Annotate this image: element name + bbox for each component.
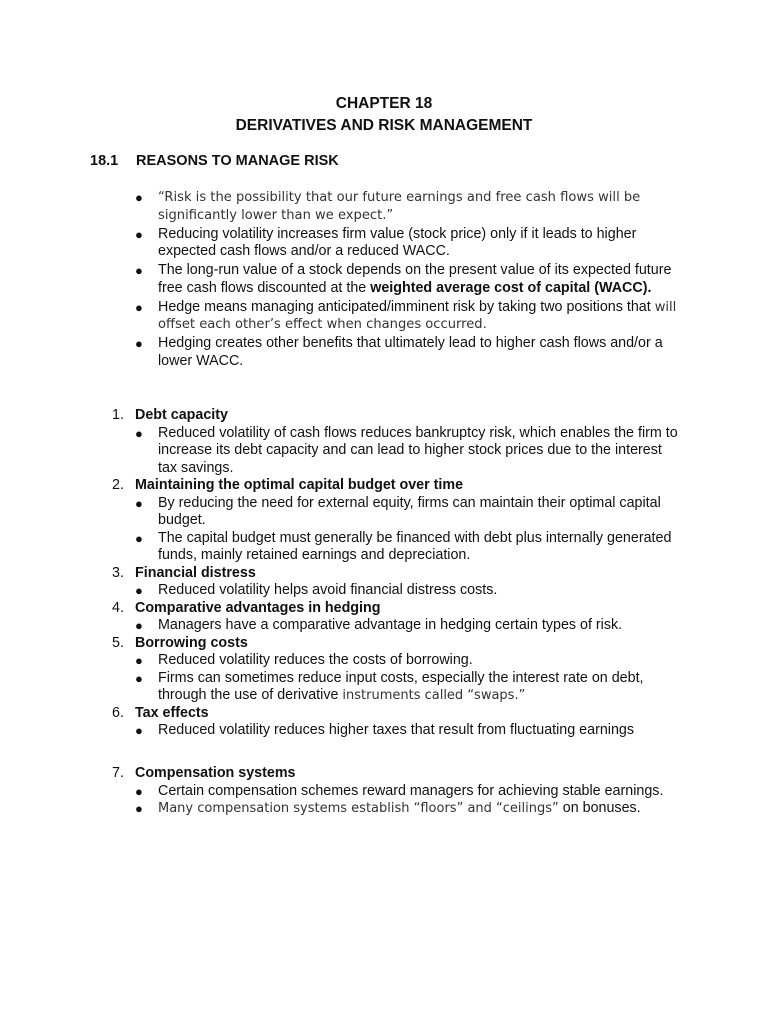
reason-item	[108, 705, 678, 740]
bullet-text-light: instruments called “swaps.”	[342, 688, 526, 703]
bullet-icon: ●	[135, 226, 143, 242]
chapter-title: DERIVATIVES AND RISK MANAGEMENT	[235, 117, 533, 134]
bullet-text: on bonuses.	[558, 800, 641, 816]
list-item	[135, 495, 678, 530]
reason-item	[108, 635, 678, 705]
list-item	[135, 617, 678, 635]
bullet-text: Hedging creates other benefits that ultimately lead to higher cash flows and/or a lower WACC.	[158, 335, 663, 369]
reasons-list	[108, 407, 678, 740]
bullet-icon: ●	[135, 618, 143, 633]
reason-title: Debt capacity	[135, 407, 228, 423]
reason-item	[108, 477, 678, 565]
reason-number: 1.	[112, 407, 124, 423]
bullet-text: Certain compensation schemes reward managers for achieving stable earnings.	[158, 782, 664, 799]
reason-number: 6.	[112, 704, 124, 721]
list-item	[135, 425, 678, 478]
list-item	[135, 530, 678, 565]
bullet-text: Reduced volatility of cash flows reduces bankruptcy risk, which enables the firm to increase its debt capacity and can lead to higher stock prices due to the interest tax savings.	[158, 424, 678, 476]
bullet-bold-text: weighted average cost of capital (WACC).	[370, 279, 652, 296]
reason-item	[108, 565, 678, 600]
reason-item	[108, 765, 678, 818]
bullet-text: The capital budget must generally be financed with debt plus internally generated funds, mainly retained earnings and depreciation.	[158, 529, 672, 563]
bullet-text: Reduced volatility helps avoid financial distress costs.	[158, 582, 498, 598]
bullet-icon: ●	[135, 783, 143, 799]
bullet-icon: ●	[135, 653, 143, 668]
reason-number: 3.	[112, 564, 124, 581]
bullet-text: The long-run value of a stock depends on the present value of its expected future free cash flows discounted at the	[158, 262, 672, 296]
reason-title: Comparative advantages in hedging	[135, 599, 381, 616]
list-item	[135, 262, 695, 297]
reason-title: Compensation systems	[135, 765, 296, 781]
list-item	[135, 582, 678, 600]
list-item	[135, 652, 678, 670]
bullet-icon: ●	[135, 530, 143, 546]
reasons-list-continued	[108, 765, 678, 818]
reason-number: 2.	[112, 477, 124, 493]
reason-title: Tax effects	[135, 704, 209, 721]
bullet-icon: ●	[135, 190, 143, 205]
bullet-icon: ●	[135, 801, 143, 816]
bullet-text: Reducing volatility increases firm value (stock price) only if it leads to higher expected cash flows and/or a reduced WACC.	[158, 225, 637, 259]
list-item	[135, 783, 678, 801]
list-item	[135, 189, 695, 224]
reason-item	[108, 600, 678, 635]
reason-item	[108, 407, 678, 477]
reason-title: Financial distress	[135, 564, 256, 581]
bullet-text: Managers have a comparative advantage in hedging certain types of risk.	[158, 617, 623, 633]
list-item	[135, 670, 678, 705]
bullet-text: Reduced volatility reduces higher taxes that result from fluctuating earnings	[158, 722, 635, 738]
section-title: REASONS TO MANAGE RISK	[136, 153, 339, 169]
list-item	[135, 800, 678, 818]
bullet-text-light: will offset each other’s effect when changes occurred.	[158, 299, 677, 332]
reason-number: 7.	[112, 765, 124, 781]
bullet-icon: ●	[135, 263, 143, 278]
reason-number: 5.	[112, 634, 124, 651]
bullet-icon: ●	[135, 425, 143, 441]
bullet-icon: ●	[135, 723, 143, 738]
bullet-icon: ●	[135, 583, 143, 598]
intro-bullet-list	[135, 189, 695, 372]
bullet-icon: ●	[135, 299, 143, 315]
section-heading	[90, 152, 339, 170]
reason-title: Maintaining the optimal capital budget over time	[135, 477, 464, 493]
reason-title: Borrowing costs	[135, 634, 248, 651]
list-item	[135, 299, 695, 334]
list-item	[135, 226, 695, 261]
bullet-text-light: Many compensation systems establish “floors” and “ceilings”	[158, 801, 559, 816]
bullet-icon: ●	[135, 495, 143, 511]
section-number: 18.1	[90, 153, 119, 169]
list-item	[135, 722, 678, 740]
bullet-text: Hedge means managing anticipated/imminent risk by taking two positions that	[158, 298, 655, 315]
bullet-text: By reducing the need for external equity, firms can maintain their optimal capital budget.	[158, 494, 661, 528]
bullet-text: Reduced volatility reduces the costs of borrowing.	[158, 652, 473, 668]
bullet-icon: ●	[135, 670, 143, 686]
bullet-text: Firms can sometimes reduce input costs, especially the interest rate on debt, through the use of derivative	[158, 669, 644, 703]
bullet-icon: ●	[135, 336, 143, 351]
chapter-number: CHAPTER 18	[335, 95, 433, 112]
reason-number: 4.	[112, 599, 124, 616]
bullet-text: “Risk is the possibility that our future earnings and free cash flows will be significantly lower than we expect.”	[158, 190, 641, 223]
list-item	[135, 335, 695, 370]
